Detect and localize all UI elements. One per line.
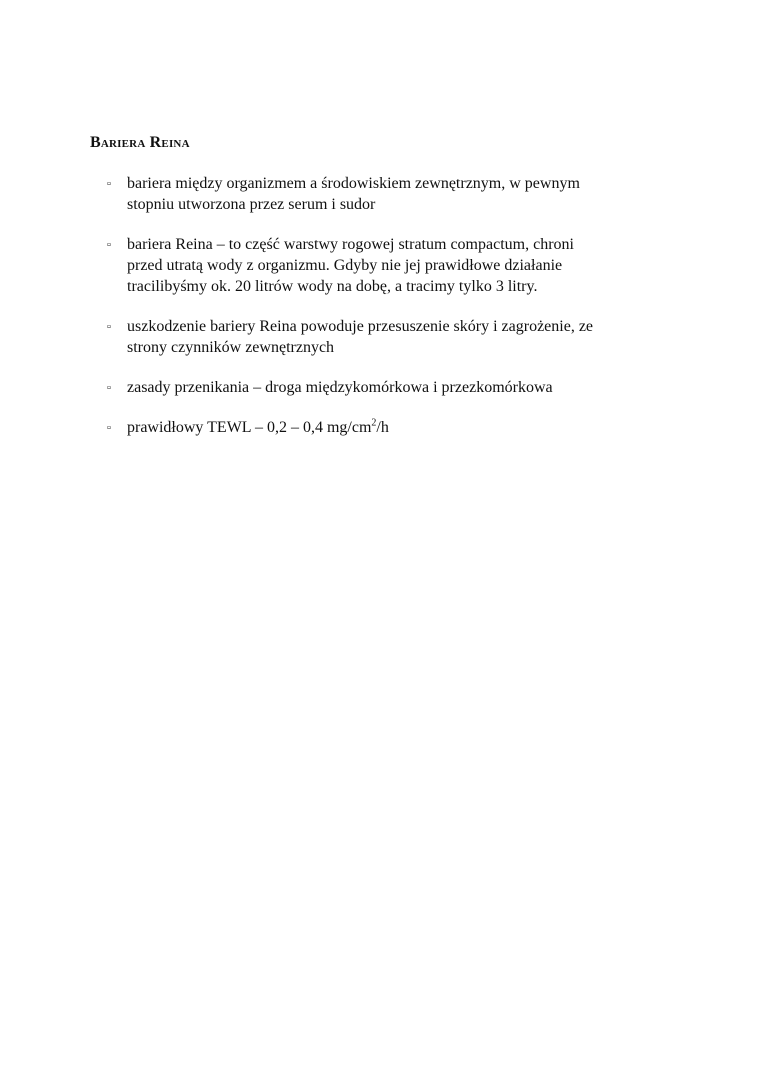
list-item-line xyxy=(127,194,667,215)
list-item xyxy=(107,316,667,358)
list-item-line xyxy=(127,377,667,398)
list-item-line: bariera między organizmem a środowiskiem zewnętrznym, w pewnym xyxy=(127,175,580,192)
list-item-text: stopniu utworzona przez serum i sudor xyxy=(127,196,376,213)
list-item xyxy=(107,173,667,215)
list-item-text: zasady xyxy=(127,379,175,396)
measurement-unit: /h xyxy=(376,419,389,436)
list-item xyxy=(107,417,667,438)
bullet-list xyxy=(107,173,667,457)
list-item-text: – to część warstwy rogowej stratum compactum, chroni xyxy=(212,236,574,253)
list-item-text: prawidłowy TEWL – xyxy=(127,419,267,436)
section-heading: Bariera Reina xyxy=(90,134,190,151)
list-item-line: uszkodzenie bariery Reina powoduje przesuszenie skóry i zagrożenie, ze xyxy=(127,318,594,335)
bullet-marker-icon: ▫ xyxy=(107,239,111,251)
list-item xyxy=(107,234,667,297)
bullet-marker-icon: ▫ xyxy=(107,178,111,190)
list-item-line xyxy=(127,234,667,255)
bullet-marker-icon: ▫ xyxy=(107,382,111,394)
list-item-term: Reina xyxy=(175,236,213,253)
bullet-marker-icon: ▫ xyxy=(107,321,111,333)
list-item-line: strony czynników zewnętrznych xyxy=(127,339,335,356)
list-item-text: bariera xyxy=(127,236,176,253)
list-item xyxy=(107,377,667,398)
list-item-line xyxy=(127,417,667,438)
bullet-marker-icon: ▫ xyxy=(107,422,111,434)
superscript: 2 xyxy=(371,417,377,429)
measurement-value: 0,2 – 0,4 mg/cm xyxy=(266,419,372,436)
list-item-line: przed utratą wody z organizmu. Gdyby nie jej prawidłowe działanie xyxy=(127,257,563,274)
list-item-text: – droga międzykomórkowa i przezkomórkowa xyxy=(249,379,553,396)
list-item-term: przenikania xyxy=(174,379,250,396)
list-item-line: tracilibyśmy ok. 20 litrów wody na dobę, a tracimy tylko 3 litry. xyxy=(127,278,538,295)
